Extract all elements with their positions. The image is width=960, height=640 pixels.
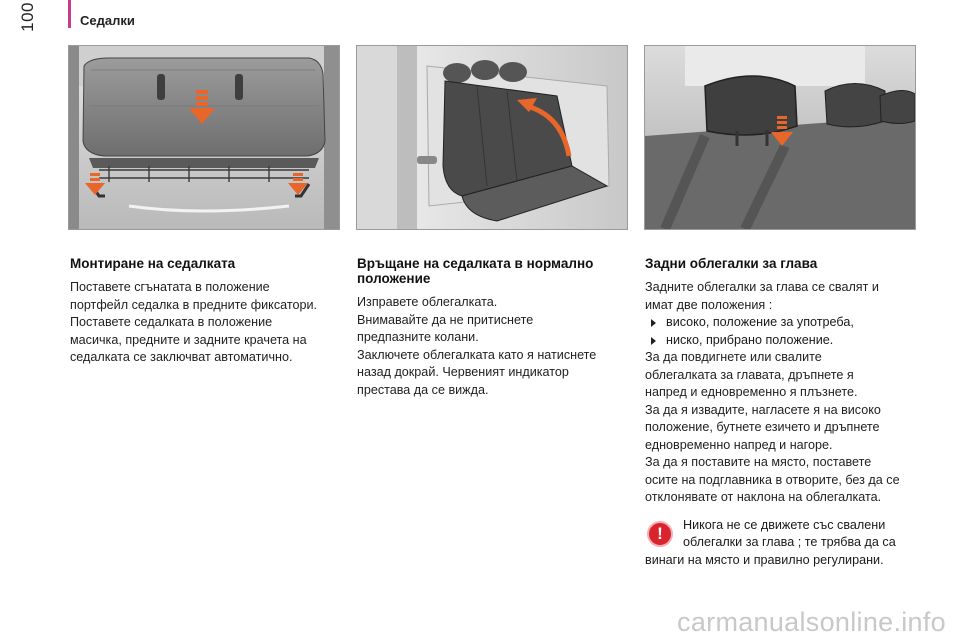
figure-seat-return [356, 45, 628, 230]
text-line: Заключете облегалката като я натиснете [357, 347, 597, 362]
text-line: За да я поставите на място, поставете [645, 455, 872, 469]
text-line: Поставете седалката в положение [70, 315, 273, 329]
bullet-text: високо, положение за употреба, [666, 315, 854, 329]
text-line: За да я извадите, нагласете я на високо [645, 402, 881, 417]
text-line: положение, бутнете езичето и дръпнете [645, 420, 880, 434]
text-line: Поставете сгънатата в положение [70, 280, 270, 294]
text-line: осите на подглавника в отворите, без да се [645, 472, 900, 487]
text-line: Задните облегалки за глава се свалят и [645, 280, 879, 294]
text-line: облегалката за главата, дръпнете я [645, 367, 854, 382]
section-seat-mounting [70, 256, 342, 367]
warning-line: облегалки за глава ; те трябва да са [683, 535, 896, 549]
text-line: престава да се вижда. [357, 382, 489, 397]
section-title-mounting: Монтиране на седалката [70, 256, 236, 271]
text-line: седалката се заключват автоматично. [70, 350, 293, 364]
text-line: масичка, предните и задните крачета на [70, 332, 307, 347]
warning-note [645, 517, 917, 570]
figure-seat-mounting [68, 45, 340, 230]
bullet-arrow-icon [651, 319, 656, 327]
return-text [357, 294, 629, 399]
chapter-title: Седалки [80, 13, 135, 28]
headrests-intro [645, 279, 917, 314]
title-line: положение [357, 271, 431, 286]
text-line: имат две положения : [645, 297, 773, 312]
text-line: Внимавайте да не притиснете [357, 312, 534, 327]
warning-icon: ! [647, 521, 673, 547]
rear-headrests-illustration [645, 46, 915, 229]
text-line: Изправете облегалката. [357, 295, 498, 309]
text-line: напред и едновременно я плъзнете. [645, 385, 858, 399]
headrests-body [645, 349, 917, 507]
text-line: портфейл седалка в предните фиксатори. [70, 297, 318, 312]
bullet-text: ниско, прибрано положение. [666, 332, 834, 347]
mounting-text [70, 279, 342, 367]
section-headrests [645, 256, 917, 569]
section-seat-return [357, 256, 629, 399]
figure-headrests [644, 45, 916, 230]
warning-line: Никога не се движете със свалени [683, 517, 886, 532]
text-line: предпазните колани. [357, 330, 479, 344]
accent-bar [68, 0, 71, 28]
rear-bench-backrest-upright-illustration [357, 46, 627, 229]
section-title-headrests: Задни облегалки за глава [645, 256, 818, 271]
list-item [645, 314, 917, 332]
list-item [645, 332, 917, 350]
text-line: За да повдигнете или свалите [645, 350, 822, 364]
page-number: 100 [18, 2, 37, 32]
text-line: едновременно напред и нагоре. [645, 437, 833, 452]
warning-line: винаги на място и правилно регулирани. [645, 552, 884, 567]
bullet-arrow-icon [651, 337, 656, 345]
watermark: carmanualsonline.info [677, 607, 946, 637]
title-line: Връщане на седалката в нормално [357, 256, 594, 271]
text-line: назад докрай. Червеният индикатор [357, 365, 569, 379]
rear-bench-folded-seat-illustration [69, 46, 339, 229]
section-title-return [357, 256, 629, 286]
text-line: отклонявате от наклона на облегалката. [645, 490, 882, 504]
